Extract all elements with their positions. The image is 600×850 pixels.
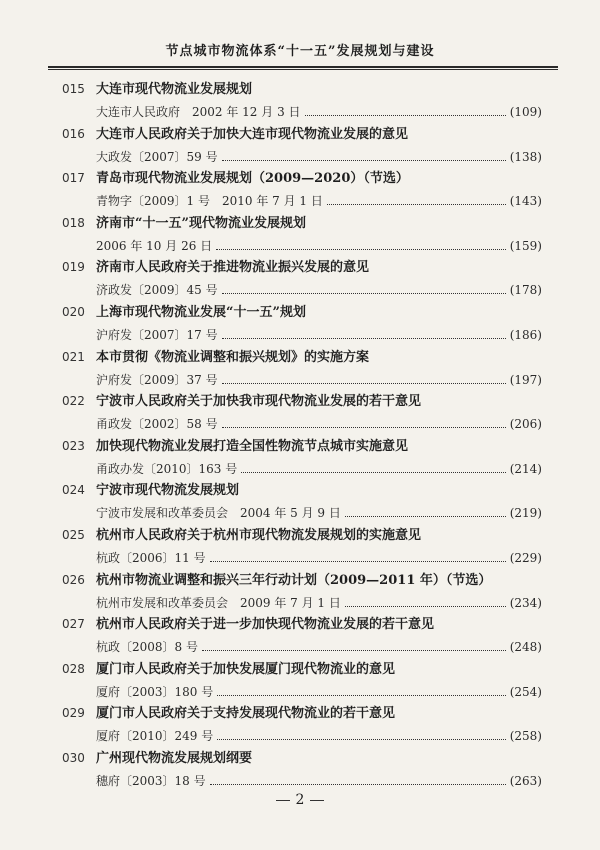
entry-page: (263) [509,773,542,788]
toc-entry[interactable] [62,390,542,435]
dot-leader [222,337,506,339]
entry-number: 027 [62,617,85,632]
entry-title[interactable]: 济南市人民政府关于推进物流业振兴发展的意见 [96,260,370,276]
toc-entry[interactable] [62,435,542,480]
entry-title[interactable]: 大连市现代物流业发展规划 [96,82,253,97]
entry-number: 017 [62,171,85,186]
toc-entry[interactable] [62,301,542,346]
entry-source: 大连市人民政府 2002 年 12 月 3 日 [96,105,301,119]
table-of-contents [62,78,542,792]
entry-page: (159) [509,238,542,253]
dot-leader [327,203,506,205]
header-rule [48,66,558,68]
dot-leader [217,694,505,696]
entry-source: 沪府发〔2007〕17 号 [96,327,218,342]
entry-number: 030 [62,750,85,765]
entry-source: 穗府〔2003〕18 号 [96,773,206,788]
entry-page: (254) [509,684,542,699]
entry-source: 沪府发〔2009〕37 号 [96,372,218,387]
dot-leader [210,783,506,785]
dot-leader [241,471,505,473]
entry-number: 018 [62,215,85,230]
toc-entry[interactable] [62,613,542,658]
entry-page: (138) [509,149,542,164]
entry-title[interactable]: 本市贯彻《物流业调整和振兴规划》的实施方案 [96,349,370,365]
dot-leader [222,159,506,161]
toc-entry[interactable] [62,212,542,257]
page-footer [0,792,600,808]
dot-leader [222,426,506,428]
header-rule-thin [48,69,558,70]
dot-leader [210,560,506,562]
entry-title[interactable]: 上海市现代物流业发展“十一五”规划 [96,304,306,320]
entry-title[interactable]: 杭州市物流业调整和振兴三年行动计划（2009—2011 年）（节选） [96,572,492,588]
toc-entry[interactable] [62,256,542,301]
entry-number: 021 [62,349,85,364]
running-header: 节点城市物流体系“十一五”发展规划与建设 [165,44,435,59]
entry-number: 024 [62,483,85,498]
entry-source: 2006 年 10 月 26 日 [96,238,213,253]
entry-page: (219) [509,506,542,521]
toc-entry[interactable] [62,658,542,703]
toc-entry[interactable] [62,167,542,212]
entry-page: (214) [509,461,542,476]
entry-title[interactable]: 宁波市现代物流发展规划 [96,483,240,499]
toc-entry[interactable] [62,78,542,123]
entry-source: 杭政〔2006〕11 号 [96,550,206,565]
entry-title[interactable]: 广州现代物流发展规划纲要 [96,750,253,766]
toc-entry[interactable] [62,346,542,391]
entry-page: (178) [509,283,542,298]
entry-page: (109) [509,105,542,119]
entry-source: 宁波市发展和改革委员会 2004 年 5 月 9 日 [96,506,341,521]
toc-entry[interactable] [62,479,542,524]
entry-title[interactable]: 杭州市人民政府关于杭州市现代物流发展规划的实施意见 [96,527,422,543]
dot-leader [202,649,506,651]
entry-source: 济政发〔2009〕45 号 [96,283,218,298]
page-number: 2 [295,792,305,808]
entry-page: (229) [509,550,542,565]
toc-entry[interactable] [62,747,542,792]
entry-source: 厦府〔2003〕180 号 [96,684,214,699]
entry-title[interactable]: 大连市人民政府关于加快大连市现代物流业发展的意见 [96,126,409,142]
entry-number: 015 [62,82,85,96]
footer-dash-left [276,800,290,801]
dot-leader [345,605,506,607]
dot-leader [222,292,506,294]
entry-source: 杭州市发展和改革委员会 2009 年 7 月 1 日 [96,595,341,610]
entry-title[interactable]: 青岛市现代物流业发展规划（2009—2020）（节选） [96,171,409,187]
entry-number: 029 [62,706,85,721]
entry-number: 020 [62,304,85,319]
entry-number: 026 [62,572,85,587]
toc-entry[interactable] [62,569,542,614]
entry-number: 016 [62,126,85,141]
toc-entry[interactable] [62,702,542,747]
entry-page: (186) [509,327,542,342]
entry-page: (258) [509,729,542,744]
footer-dash-right [310,800,324,801]
entry-source: 青物字〔2009〕1 号 2010 年 7 月 1 日 [96,194,323,209]
entry-title[interactable]: 济南市“十一五”现代物流业发展规划 [96,215,306,231]
entry-source: 杭政〔2008〕8 号 [96,640,198,655]
entry-page: (206) [509,417,542,432]
entry-source: 甬政发〔2002〕58 号 [96,417,218,432]
entry-number: 028 [62,661,85,676]
entry-title[interactable]: 宁波市人民政府关于加快我市现代物流业发展的若干意见 [96,394,422,410]
dot-leader [222,382,506,384]
entry-title[interactable]: 厦门市人民政府关于支持发展现代物流业的若干意见 [96,706,396,722]
entry-number: 023 [62,438,85,453]
toc-entry[interactable] [62,524,542,569]
entry-title[interactable]: 加快现代物流业发展打造全国性物流节点城市实施意见 [96,438,409,454]
dot-leader [305,114,506,116]
entry-source: 厦府〔2010〕249 号 [96,729,214,744]
entry-source: 甬政办发〔2010〕163 号 [96,461,238,476]
entry-page: (234) [509,595,542,610]
entry-title[interactable]: 厦门市人民政府关于加快发展厦门现代物流业的意见 [96,661,396,677]
entry-source: 大政发〔2007〕59 号 [96,149,218,164]
toc-entry[interactable] [62,123,542,168]
entry-title[interactable]: 杭州市人民政府关于进一步加快现代物流业发展的若干意见 [96,617,435,633]
entry-number: 019 [62,260,85,275]
entry-page: (197) [509,372,542,387]
entry-number: 025 [62,527,85,542]
entry-page: (248) [509,640,542,655]
dot-leader [345,515,506,517]
entry-number: 022 [62,394,85,409]
dot-leader [216,248,506,250]
dot-leader [217,738,505,740]
entry-page: (143) [509,194,542,209]
